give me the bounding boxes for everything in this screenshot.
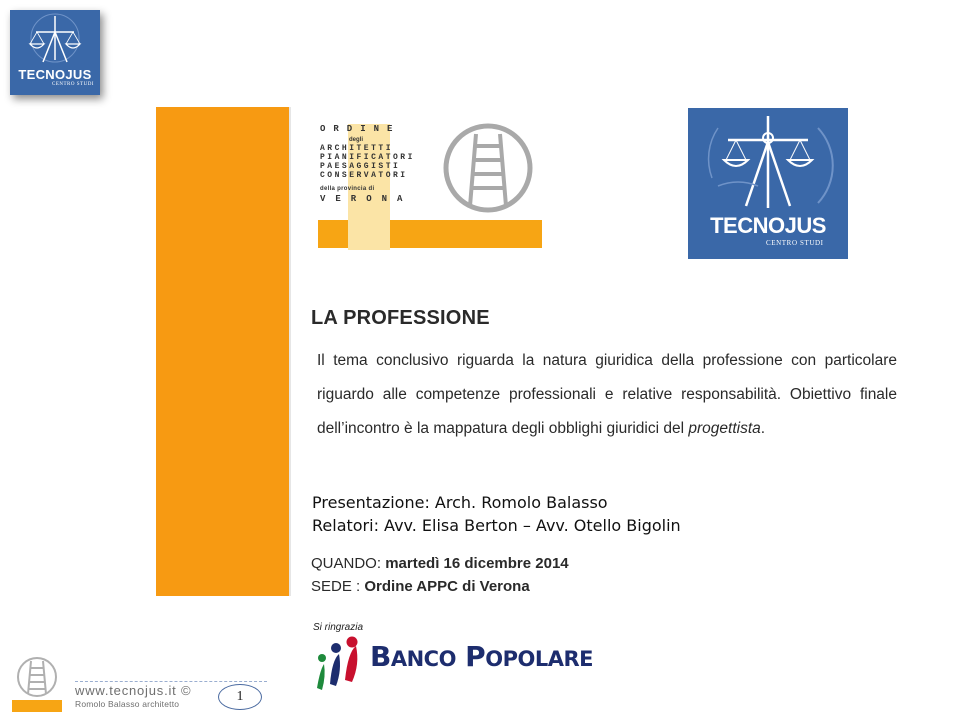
- ordine-line-8: VERONA: [320, 194, 413, 204]
- banco-popolare-logo: [312, 636, 652, 692]
- quando-label: QUANDO:: [311, 555, 386, 572]
- wordmark-b: B: [370, 640, 391, 673]
- logo-subtitle: CENTRO STUDI: [766, 239, 824, 247]
- paragraph-italic-word: progettista: [688, 420, 761, 437]
- scales-compass-icon: [688, 108, 848, 218]
- banco-popolare-people-icon: [312, 636, 372, 692]
- banco-popolare-wordmark: [370, 640, 593, 673]
- footer-yellow-band: [12, 700, 62, 712]
- speakers-block: [312, 491, 681, 537]
- ordine-line-7: della provincia di: [320, 186, 375, 192]
- ladder-circle-icon: [442, 122, 538, 218]
- footer-divider: [75, 681, 267, 682]
- event-details: [311, 552, 569, 598]
- orange-accent-bar: [156, 107, 289, 596]
- ordine-line-5: PAESAGGISTI: [320, 162, 401, 171]
- relatori-line: Relatori: Avv. Elisa Berton – Avv. Otello Bigolin: [312, 516, 681, 535]
- paragraph-end: .: [760, 420, 766, 437]
- tecnojus-logo-large: [688, 108, 848, 259]
- ordine-line-2: degli: [349, 137, 364, 143]
- ordine-architetti-logo: [318, 120, 548, 255]
- wordmark-anco: ANCO: [390, 647, 456, 671]
- description-paragraph: [317, 344, 897, 446]
- sede-value: Ordine APPC di Verona: [364, 578, 530, 595]
- thanks-label: Si ringrazia: [313, 622, 364, 633]
- section-heading: LA PROFESSIONE: [311, 307, 490, 329]
- logo-subtitle: CENTRO STUDI: [52, 82, 94, 87]
- footer-ladder-logo: [12, 655, 62, 712]
- logo-title: TECNOJUS: [710, 213, 826, 238]
- ordine-line-1: ORDINE: [320, 124, 401, 134]
- quando-value: martedì 16 dicembre 2014: [385, 555, 569, 572]
- ordine-line-3: ARCHITETTI: [320, 144, 394, 153]
- sede-label: SEDE :: [311, 578, 365, 595]
- tecnojus-logo-small: [10, 10, 100, 95]
- footer-author: Romolo Balasso architetto: [75, 699, 180, 709]
- logo-title: TECNOJUS: [18, 67, 92, 82]
- quando-line: [311, 552, 569, 575]
- scales-compass-icon: [10, 10, 100, 70]
- ordine-line-4: PIANIFICATORI: [320, 153, 415, 162]
- sede-line: [311, 575, 569, 598]
- wordmark-p: P: [455, 640, 486, 673]
- wordmark-opolare: OPOLARE: [485, 647, 593, 671]
- ordine-line-6: CONSERVATORI: [320, 171, 408, 180]
- page-number: 1: [218, 684, 262, 710]
- presentazione-line: Presentazione: Arch. Romolo Balasso: [312, 493, 608, 512]
- footer-url: www.tecnojus.it ©: [75, 683, 192, 698]
- paragraph-text: Il tema conclusivo riguarda la natura giuridica della professione con particolare riguardo alle competenze professionali e relative responsabilità. Obiettivo finale dell’incontro è la mappatura degli obblighi giuridici del: [317, 352, 897, 437]
- ladder-circle-icon: [15, 655, 59, 699]
